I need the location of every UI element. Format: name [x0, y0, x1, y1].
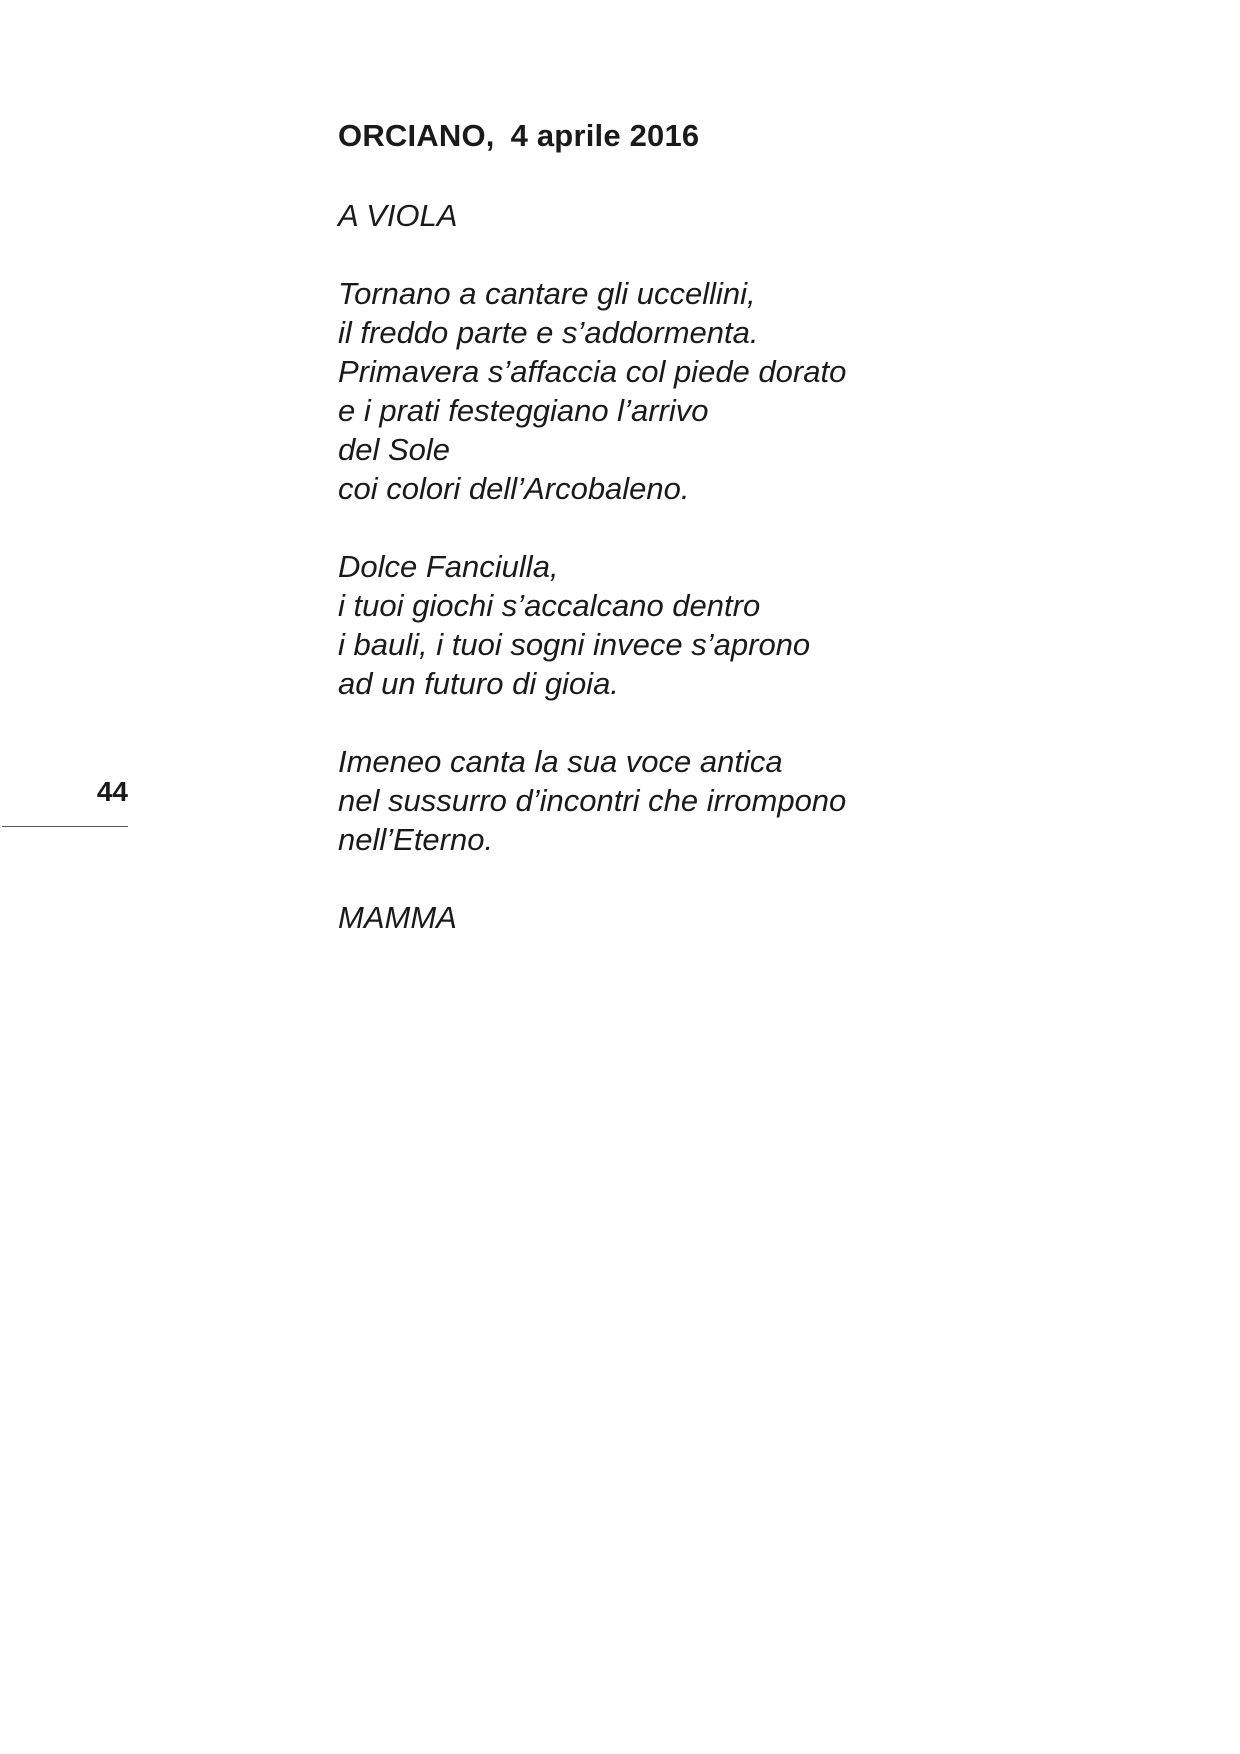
- poem-line: i tuoi giochi s’accalcano dentro: [338, 588, 761, 623]
- page-number-rule: [2, 826, 128, 827]
- stanza-2: [338, 547, 846, 703]
- stanza-3: [338, 742, 846, 859]
- poem-line: i bauli, i tuoi sogni invece s’aprono: [338, 627, 811, 662]
- poem-line: e i prati festeggiano l’arrivo: [338, 393, 709, 428]
- poem-line: Imeneo canta la sua voce antica: [338, 744, 783, 779]
- poem-line: Tornano a cantare gli uccellini,: [338, 276, 756, 311]
- heading-date: 4 aprile 2016: [510, 118, 700, 153]
- poem-line: nell’Eterno.: [338, 822, 494, 857]
- heading-place: ORCIANO,: [338, 118, 495, 153]
- poem-line: ad un futuro di gioia.: [338, 666, 619, 701]
- heading: [338, 118, 699, 154]
- stanza-1: [338, 274, 846, 508]
- page-number: 44: [96, 776, 128, 807]
- poem-line: del Sole: [338, 432, 451, 467]
- poem-line: Primavera s’affaccia col piede dorato: [338, 354, 847, 389]
- poem-line: nel sussurro d’incontri che irrompono: [338, 783, 847, 818]
- poem-title: A VIOLA: [338, 198, 458, 233]
- poem-signature: MAMMA: [338, 900, 457, 935]
- poem-line: il freddo parte e s’addormenta.: [338, 315, 759, 350]
- poem: [338, 196, 846, 937]
- poem-line: coi colori dell’Arcobaleno.: [338, 471, 690, 506]
- poem-line: Dolce Fanciulla,: [338, 549, 559, 584]
